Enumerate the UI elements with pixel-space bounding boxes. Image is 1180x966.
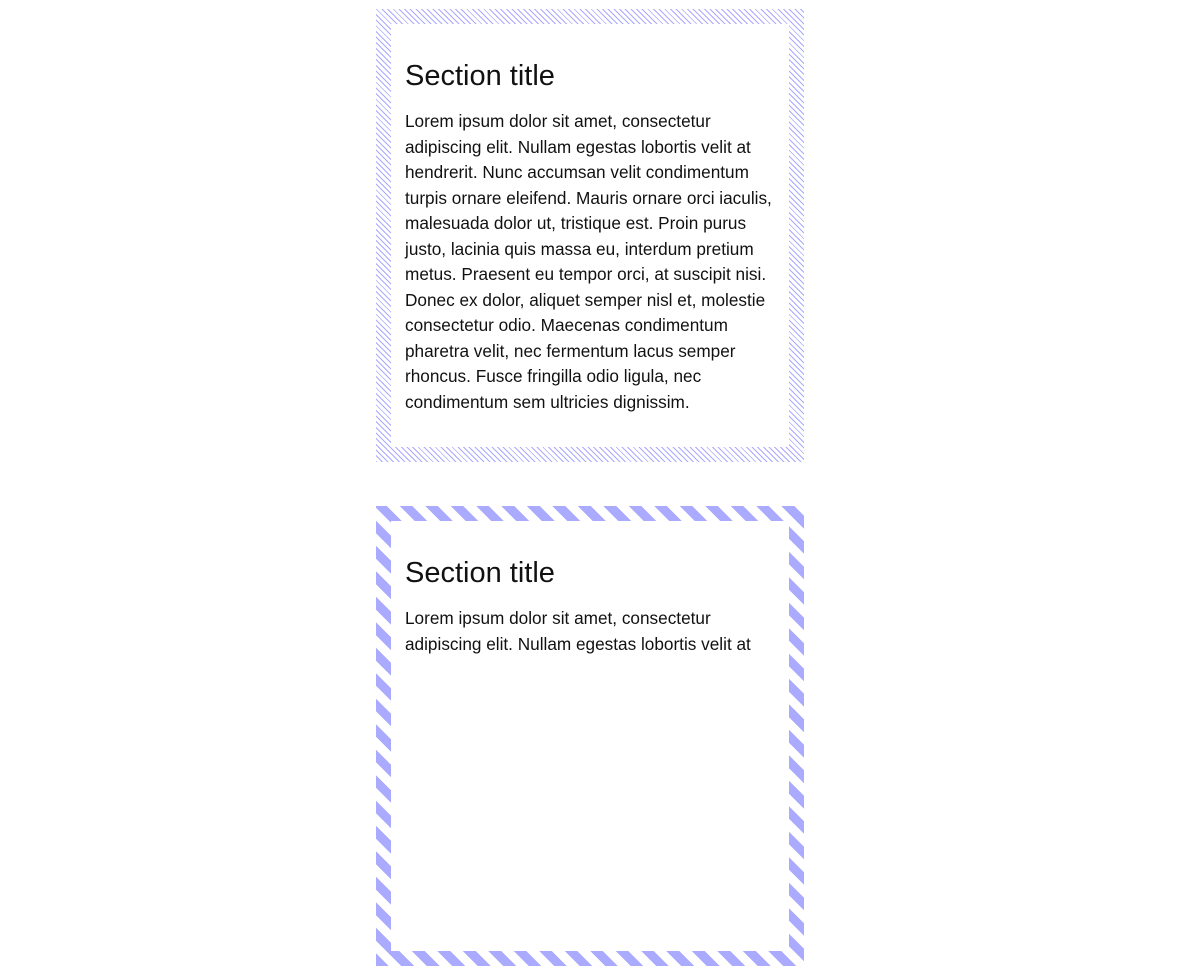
section-body-text: Lorem ipsum dolor sit amet, consectetur adipiscing elit. Nullam egestas lobortis velit at hendrerit. Nunc accumsan velit condimentum turpis ornare eleifend. Mauris ornare orci iaculis, malesuada dolor ut, tristique est. Proin purus justo, lacinia quis massa eu, interdum pretium metus. Praesent eu tempor orci, at suscipit nisi. Donec ex dolor, aliquet semper nisl et, molestie consectetur odio. Maecenas condimentum pharetra velit, nec fermentum lacus semper rhoncus. Fusce fringilla odio ligula, nec condimentum sem ultricies dignissim. bbox=[405, 111, 772, 412]
section-body-text: Lorem ipsum dolor sit amet, consectetur adipiscing elit. Nullam egestas lobortis velit at bbox=[405, 608, 751, 654]
section-card-content bbox=[391, 24, 789, 447]
section-title: Section title bbox=[405, 557, 555, 589]
section-card-fine-stripes bbox=[376, 9, 804, 462]
section-card-content bbox=[391, 521, 789, 951]
section-card-wide-stripes bbox=[376, 506, 804, 966]
section-title: Section title bbox=[405, 60, 555, 92]
